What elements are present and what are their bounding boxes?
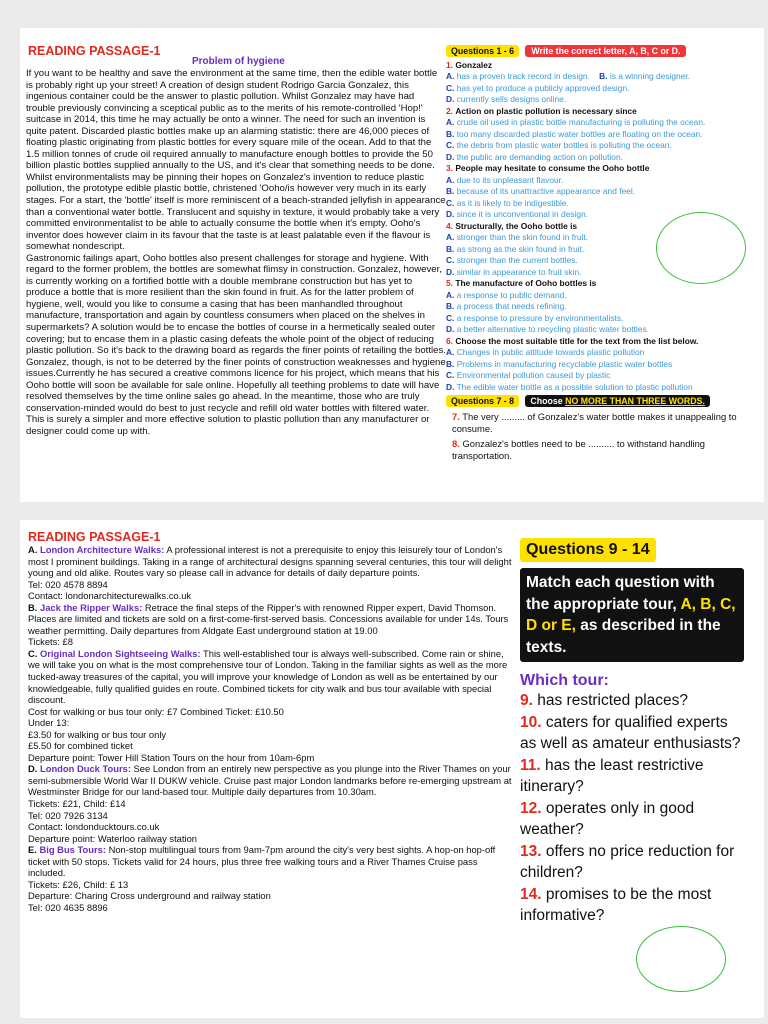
option-d: a better alternative to recycling plastic water bottles.: [456, 324, 649, 334]
question-3: 3. People may hesitate to consume the Ooho bottle A. due to its unpleasant flavour. B. because of its unattractive appearance and feel. C. as it is likely to be indigestible. D. since it is unconventional in design.: [446, 163, 650, 219]
question-13: [520, 841, 744, 884]
question-number: 4.: [446, 220, 453, 231]
tour-detail: Tickets: £26, Child: £ 13: [28, 878, 129, 890]
question-4: 4. Structurally, the Ooho bottle is A. stronger than the skin found in fruit. B. as strong as the skin found in fruit. C. stronger than the current bottles. D. similar in appearance to fruit skin.: [446, 220, 588, 277]
question-number: 10.: [520, 713, 542, 731]
tour-description: A professional interest is not a prerequisite to enjoy this leisurely tour of London's most I prominent buildings. Taking in a range of architectural designs spanning several centuries, this tour will delight young and old alike. Routes vary so please call in advance for details of daily departure points.: [28, 544, 512, 579]
option-a: due to its unpleasant flavour.: [456, 174, 564, 185]
tour-detail: Contact: londonducktours.co.uk: [28, 821, 160, 833]
question-head: The manufacture of Ooho bottles is: [455, 278, 597, 288]
tour-listings: [28, 544, 514, 914]
paragraph: Gastronomic failings apart, Ooho bottles also present challenges for storage and hygiene. With regard to the former problem, the bottles are somewhat flimsy in construction. Gonzalez, however, is currently working on a fortified bottle with a double membrane construction but has yet to produce a bottle that is more resilient than the skin found in fruit. As for the latter problem of hygiene, well, would you like to consume a casing that has been manhandled throughout manufacture, transportation and again by countless consumers when placed on the shelves in supermarkets? A solution would be to encase the bottles of course in a hermetically sealed outer covering; but to encase them in a plastic casing defeats the whole point of the object of reducing plastic pollution. So it's back to the drawing board as regards the finer points of retailing the bottles. Gonzalez, though, is not to be deterred by the finer points of construction weaknesses and hygiene issues.Currently he has secured a creative commons licence for his project, which means that his Ooho bottle will soon be available for sale online. Hopefully all teething problems to date will have resolved themselves by the time online sales go ahead. In the meantime, those who are truly conservation-minded would do best to just recycle and refill old water bottles with filtered water. This is surely a simpler and more effective solution to plastic pollution than any manufacturer or designer could come up with.: [26, 252, 446, 437]
question-8: [446, 438, 758, 463]
option-c: as it is likely to be indigestible.: [456, 197, 569, 208]
question-list: [520, 690, 744, 927]
option-b: is a winning designer.: [609, 71, 690, 81]
instruction-text: Match each question with the appropriate tour,: [526, 574, 715, 613]
tour-name: Big Bus Tours:: [39, 844, 106, 856]
tour-a: [28, 544, 514, 602]
tour-detail: Contact: londonarchitecturewalks.co.uk: [28, 590, 192, 602]
question-number: 12.: [520, 799, 542, 817]
question-number: 5.: [446, 278, 453, 288]
instruction-text: as described in the texts.: [526, 617, 721, 656]
option-d: the public are demanding action on pollution.: [456, 151, 623, 162]
tour-letter: D.: [28, 763, 38, 775]
worksheet-page-2: [20, 520, 764, 1018]
question-head: Structurally, the Ooho bottle is: [455, 220, 578, 231]
option-c: a response to pressure by environmentalists.: [456, 312, 624, 323]
tour-detail: Departure point: Tower Hill Station Tours on the hour from 10am-6pm: [28, 751, 315, 763]
question-head: Choose the most suitable title for the text from the list below.: [455, 335, 699, 346]
tour-description: See London from an entirely new perspective as you plunge into the River Thames on your semi-submersible World War II DUKW vehicle. Cruise past major London landmarks before re-emerging upstream at Westminster Bridge for our land-based tour. Multiple daily departures from 10.30am.: [28, 763, 512, 798]
tour-name: Jack the Ripper Walks:: [39, 601, 143, 613]
tour-detail: Cost for walking or bus tour only: £7 Combined Ticket: £10.50: [28, 705, 284, 717]
option-a: stronger than the skin found in fruit.: [456, 232, 588, 242]
option-b: Problems in manufacturing recyclable plastic water bottles: [456, 358, 673, 369]
question-2: 2. Action on plastic pollution is necessary since A. crude oil used in plastic bottle manufacturing is polluting the ocean. B. too many discarded plastic water bottles are floating on the ocean. C. the debris from plastic water bottles is polluting the ocean. D. the public are demanding action on pollution.: [446, 105, 706, 162]
question-text: The very ......... of Gonzalez's water bottle makes it unappealing to consume.: [452, 410, 737, 434]
question-head: Action on plastic pollution is necessary since: [455, 105, 637, 116]
tour-d: [28, 763, 514, 844]
answer-oval: [636, 926, 726, 992]
question-7: [446, 411, 758, 436]
tour-detail: £5.50 for combined ticket: [28, 740, 133, 752]
instruction-emphasis: NO MORE THAN THREE WORDS.: [565, 396, 705, 406]
question-number: 7.: [452, 410, 460, 422]
question-text: has restricted places?: [532, 692, 689, 709]
paragraph: If you want to be healthy and save the environment at the same time, then the edible water bottle is probably right up your street! A creation of design student Rodrigo Garcia Gonzalez, this ingenious container could be the answer to plastic pollution. Whilst Gonzalez may have had trouble previously convincing a sceptical public as to the merits of his remote-controlled 'Hop!' suitcase in 2014, this time he may actually be onto a winner. The need for such an invention is quite patent. Discarded plastic bottles make up an alarming statistic: there are 46,000 pieces of floating plastic originating from plastic bottles for every square mile of the ocean. Add to that the 1.5 million tonnes of crude oil required annually to manufacture enough bottles to provide the 50 billion plastic bottles supplied annually to the US, and it's clear that something needs to be done.: [26, 68, 438, 172]
instruction-box: [520, 568, 744, 662]
question-number: 3.: [446, 163, 453, 173]
question-text: promises to be the most informative?: [520, 885, 712, 924]
tour-detail: Tickets: £8: [28, 636, 73, 648]
instruction-badge-7-8: [525, 395, 709, 407]
tour-detail: Tickets: £21, Child: £14: [28, 798, 126, 810]
tour-letter: B.: [28, 601, 38, 613]
instruction-text: Choose: [530, 396, 566, 406]
questions-1-6-badge: Questions 1 - 6: [446, 45, 519, 57]
tour-name: Original London Sightseeing Walks:: [39, 647, 201, 659]
instruction-letters: A, B, C, D or E,: [526, 595, 736, 634]
question-11: [520, 755, 744, 798]
questions-9-14: [520, 538, 744, 927]
question-head: Gonzalez: [455, 59, 493, 70]
question-text: operates only in good weather?: [520, 799, 695, 838]
option-c: Environmental pollution caused by plastic: [456, 370, 611, 380]
tour-c: [28, 648, 514, 763]
instruction-badge: Write the correct letter, A, B, C or D.: [525, 45, 686, 57]
tour-letter: E.: [28, 844, 37, 856]
question-14: [520, 884, 744, 927]
option-a: a response to public demand.: [456, 289, 567, 300]
question-text: offers no price reduction for children?: [520, 842, 735, 881]
question-text: has the least restrictive itinerary?: [520, 756, 704, 795]
passage-title: READING PASSAGE-1: [28, 44, 161, 58]
question-1: 1. Gonzalez A. has a proven track record in design. B. is a winning designer. C. has yet to produce a publicly approved design. D. currently sells designs online.: [446, 59, 690, 104]
passage-title: READING PASSAGE-1: [28, 530, 161, 544]
question-number: 1.: [446, 59, 453, 70]
tour-detail: Under 13:: [28, 717, 70, 729]
questions-7-8-badge: Questions 7 - 8: [446, 395, 519, 407]
option-d: currently sells designs online.: [456, 94, 567, 104]
option-c: the debris from plastic water bottles is polluting the ocean.: [456, 140, 672, 150]
question-9: [520, 690, 744, 712]
option-d: The edible water bottle as a possible solution to plastic pollution: [456, 381, 693, 392]
passage-body: [26, 68, 446, 438]
tour-detail: Departure: Charing Cross underground and railway station: [28, 890, 271, 902]
question-head: People may hesitate to consume the Ooho bottle: [455, 163, 650, 173]
tour-detail: £3.50 for walking or bus tour only: [28, 728, 167, 740]
tour-detail: Tel: 020 4578 8894: [28, 578, 108, 590]
question-6: 6. Choose the most suitable title for the text from the list below. A. Changes in public attitude towards plastic pollution B. Problems in manufacturing recyclable plastic water bottles C. Environmental pollution caused by plastic D. The edible water bottle as a possible solution to plastic pollution: [446, 335, 699, 392]
option-b: because of its unattractive appearance and feel.: [456, 186, 636, 196]
option-b: as strong as the skin found in fruit.: [456, 243, 585, 254]
paragraph: Whilst environmentalists may be pinning their hopes on Gonzalez's invention to reduce plastic pollution, the prototype edible plastic bottle, christened 'Ooho/is however very much in its early stages. For a start, the 'bottle' itself is more reminiscent of a beach-stranded jellyfish in appearance than a conventional water bottle. Translucent and squishy in texture, it would probably take a very committed environmentalist to be able to actually consume the bottle when it's empty. Ooho's inventor does however claim in its favour that the taste is at least palatable even if the flavour is somewhat nondescript.: [26, 171, 446, 253]
question-number: 8.: [452, 437, 460, 449]
question-number: 6.: [446, 335, 453, 346]
which-tour-label: Which tour:: [520, 672, 609, 689]
tour-description: This well-established tour is always well-subscribed. Come rain or shine, we will take you on what is the most comprehensive tour of London. Taking in the familiar sights as well as the more tucked-away treasures of the capital, you will improve your knowledge of London as well as be entertained by our knowledgeable, fully qualified guides en route. Combined tickets for city walk and bus tour available with special discount.: [28, 647, 508, 706]
question-12: [520, 798, 744, 841]
answer-oval: [656, 212, 746, 284]
question-number: 11.: [520, 756, 541, 774]
question-number: 14.: [520, 885, 542, 903]
tour-e: [28, 844, 514, 913]
question-10: [520, 712, 744, 755]
question-number: 9.: [520, 692, 533, 709]
question-5: 5. The manufacture of Ooho bottles is A. a response to public demand. B. a process that needs refining. C. a response to pressure by environmentalists. D. a better alternative to recycling plastic water bottles.: [446, 278, 649, 334]
tour-detail: Tel: 020 4635 8896: [28, 901, 108, 913]
option-a: has a proven track record in design.: [456, 71, 590, 81]
question-text: caters for qualified experts as well as amateur enthusiasts?: [520, 713, 741, 752]
tour-name: London Architecture Walks:: [39, 544, 165, 555]
option-b: a process that needs refining.: [456, 301, 567, 311]
tour-detail: Departure point: Waterloo railway station: [28, 832, 198, 844]
option-c: has yet to produce a publicly approved design.: [456, 82, 630, 93]
option-d: similar in appearance to fruit skin.: [456, 266, 582, 277]
tour-description: Retrace the final steps of the Ripper's with renowned Ripper expert, David Thomson. Places are limited and tickets are sold on a first-come-first-served basis. Concessions available for under 14s. Tours weather permitting. Daily departures from Aldgate East underground station at 19.00: [28, 601, 509, 636]
tour-letter: C.: [28, 647, 38, 659]
option-a: crude oil used in plastic bottle manufacturing is polluting the ocean.: [456, 117, 706, 127]
tour-description: Non-stop multilingual tours from 9am-7pm around the city's very best sights. A hop-on hop-off ticket with 50 stops. Tickets valid for 24 hours, plus three free walking tours and a River Thames Cruise pass included.: [28, 844, 496, 879]
option-d: since it is unconventional in design.: [456, 209, 588, 219]
question-number: 2.: [446, 105, 453, 116]
passage-subtitle: Problem of hygiene: [192, 56, 285, 67]
worksheet-page-1: [20, 28, 764, 502]
question-text: Gonzalez's bottles need to be .......... to withstand handling transportation.: [452, 437, 706, 461]
tour-detail: Tel: 020 7926 3134: [28, 809, 108, 821]
option-b: too many discarded plastic water bottles are floating on the ocean.: [456, 128, 703, 139]
tour-name: London Duck Tours:: [39, 763, 131, 775]
option-c: stronger than the current bottles.: [456, 255, 578, 265]
question-number: 13.: [520, 842, 542, 860]
tour-letter: A.: [28, 544, 38, 555]
tour-b: [28, 602, 514, 648]
option-a: Changes in public attitude towards plastic pollution: [456, 347, 645, 357]
questions-9-14-badge: Questions 9 - 14: [520, 538, 656, 562]
